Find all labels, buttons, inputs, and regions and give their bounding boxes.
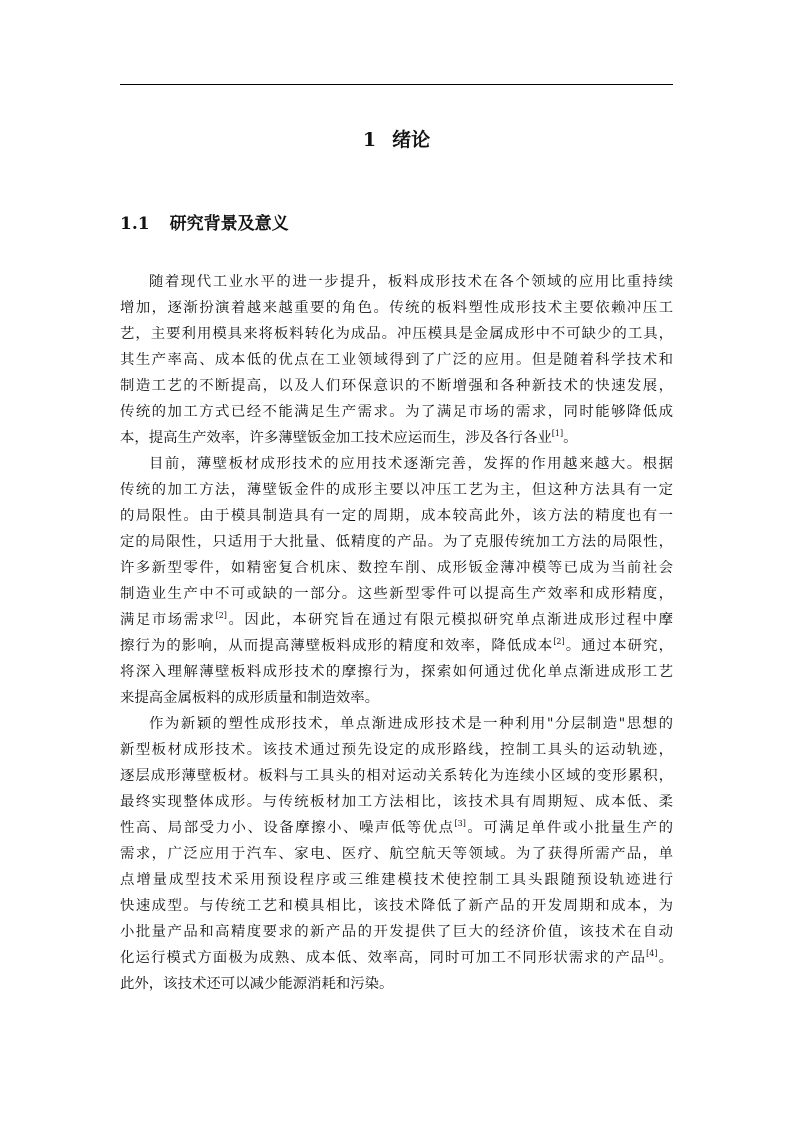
line-text: 目前，薄壁板材成形技术的应用技术逐渐完善，发挥的作用越来越大。根据 <box>149 456 673 472</box>
text-line <box>120 321 673 347</box>
citation-marker: [3] <box>454 819 466 829</box>
line-text: 逐层成形薄壁板材。板料与工具头的相对运动关系转化为连续小区域的变形累积， <box>120 768 673 784</box>
citation-marker: [2] <box>553 637 565 647</box>
text-line <box>120 815 673 841</box>
chapter-number: 1 <box>362 129 377 151</box>
line-text: 传统的加工方式已经不能满足生产需求。为了满足市场的需求，同时能够降低成 <box>120 404 673 420</box>
line-text: 此外，该技术还可以减少能源消耗和污染。 <box>120 976 394 992</box>
line-text: 其生产率高、成本低的优点在工业领域得到了广泛的应用。但是随着科学技术和 <box>120 352 673 368</box>
line-text: 最终实现整体成形。与传统板材加工方法相比，该技术具有周期短、成本低、柔 <box>120 794 673 810</box>
line-text: 来提高金属板料的成形质量和制造效率。 <box>120 690 380 706</box>
text-line <box>120 763 673 789</box>
text-line <box>120 893 673 919</box>
paragraph <box>120 269 673 451</box>
citation-marker: [2] <box>215 611 227 621</box>
line-text: 随着现代工业水平的进一步提升，板料成形技术在各个领域的应用比重持续 <box>149 274 673 290</box>
line-text: 制造业生产中不可或缺的一部分。这些新型零件可以提高生产效率和成形精度， <box>120 586 673 602</box>
text-line <box>120 867 673 893</box>
line-text-tail: 。通过本研究， <box>564 638 673 654</box>
paragraph <box>120 711 673 997</box>
line-text: 新型板材成形技术。该技术通过预先设定的成形路线，控制工具头的运动轨迹， <box>120 742 673 758</box>
text-line <box>120 451 673 477</box>
text-line <box>120 789 673 815</box>
section-number: 1.1 <box>120 214 150 234</box>
text-line <box>120 685 673 711</box>
line-text: 化运行模式方面极为成熟、成本低、效率高，同时可加工不同形状需求的产品 <box>120 950 647 966</box>
text-line <box>120 633 673 659</box>
text-line <box>120 737 673 763</box>
text-line <box>120 711 673 737</box>
line-text: 增加，逐渐扮演着越来越重要的角色。传统的板料塑性成形技术主要依赖冲压工 <box>120 300 673 316</box>
text-line <box>120 841 673 867</box>
line-text: 将深入理解薄壁板料成形技术的摩擦行为，探索如何通过优化单点渐进成形工艺 <box>120 664 673 680</box>
text-line <box>120 555 673 581</box>
line-text: 的局限性。由于模具制造具有一定的周期，成本较高此外，该方法的精度也有一 <box>120 508 673 524</box>
text-line <box>120 503 673 529</box>
line-text: 性高、局部受力小、设备摩擦小、噪声低等优点 <box>120 820 455 836</box>
line-text: 传统的加工方法，薄壁钣金件的成形主要以冲压工艺为主，但这种方法具有一定 <box>120 482 673 498</box>
text-line <box>120 373 673 399</box>
line-text-tail: 。 <box>563 430 578 446</box>
text-line <box>120 425 673 451</box>
line-text: 点增量成型技术采用预设程序或三维建模技术使控制工具头跟随预设轨迹进行 <box>120 872 673 888</box>
text-line <box>120 269 673 295</box>
section-heading <box>120 210 289 238</box>
line-text: 满足市场需求 <box>120 612 216 628</box>
text-line <box>120 347 673 373</box>
text-line <box>120 919 673 945</box>
section-title: 研究背景及意义 <box>169 214 289 234</box>
line-text: 本，提高生产效率，许多薄壁钣金加工技术应运而生，涉及各行各业 <box>120 430 552 446</box>
line-text: 需求，广泛应用于汽车、家电、医疗、航空航天等领域。为了获得所需产品，单 <box>120 846 673 862</box>
line-text-tail: 。 <box>657 950 673 966</box>
line-text: 制造工艺的不断提高，以及人们环保意识的不断增强和各种新技术的快速发展， <box>120 378 673 394</box>
line-text: 擦行为的影响，从而提高薄壁板料成形的精度和效率，降低成本 <box>120 638 554 654</box>
line-text: 艺，主要利用模具来将板料转化为成品。冲压模具是金属成形中不可缺少的工具， <box>120 326 673 342</box>
text-line <box>120 529 673 555</box>
citation-marker: [1] <box>551 429 564 439</box>
text-line <box>120 295 673 321</box>
chapter-heading <box>120 126 673 154</box>
line-text: 快速成型。与传统工艺和模具相比，该技术降低了新产品的开发周期和成本，为 <box>120 898 673 914</box>
line-text: 定的局限性，只适用于大批量、低精度的产品。为了克服传统加工方法的局限性， <box>120 534 673 550</box>
text-line <box>120 659 673 685</box>
line-text-tail: 。因此，本研究旨在通过有限元模拟研究单点渐进成形过程中摩 <box>226 612 673 628</box>
line-text: 作为新颖的塑性成形技术，单点渐进成形技术是一种利用"分层制造"思想的 <box>149 716 673 732</box>
text-line <box>120 607 673 633</box>
text-line <box>120 971 673 997</box>
body-text <box>120 269 673 997</box>
chapter-title: 绪论 <box>392 129 431 151</box>
header-rule <box>120 84 673 85</box>
text-line <box>120 581 673 607</box>
line-text-tail: 。可满足单件或小批量生产的 <box>465 820 673 836</box>
text-line <box>120 399 673 425</box>
line-text: 许多新型零件，如精密复合机床、数控车削、成形钣金薄冲模等已成为当前社会 <box>120 560 673 576</box>
paragraph <box>120 451 673 711</box>
text-line <box>120 477 673 503</box>
citation-marker: [4] <box>646 949 658 959</box>
line-text: 小批量产品和高精度要求的新产品的开发提供了巨大的经济价值，该技术在自动 <box>120 924 673 940</box>
text-line <box>120 945 673 971</box>
